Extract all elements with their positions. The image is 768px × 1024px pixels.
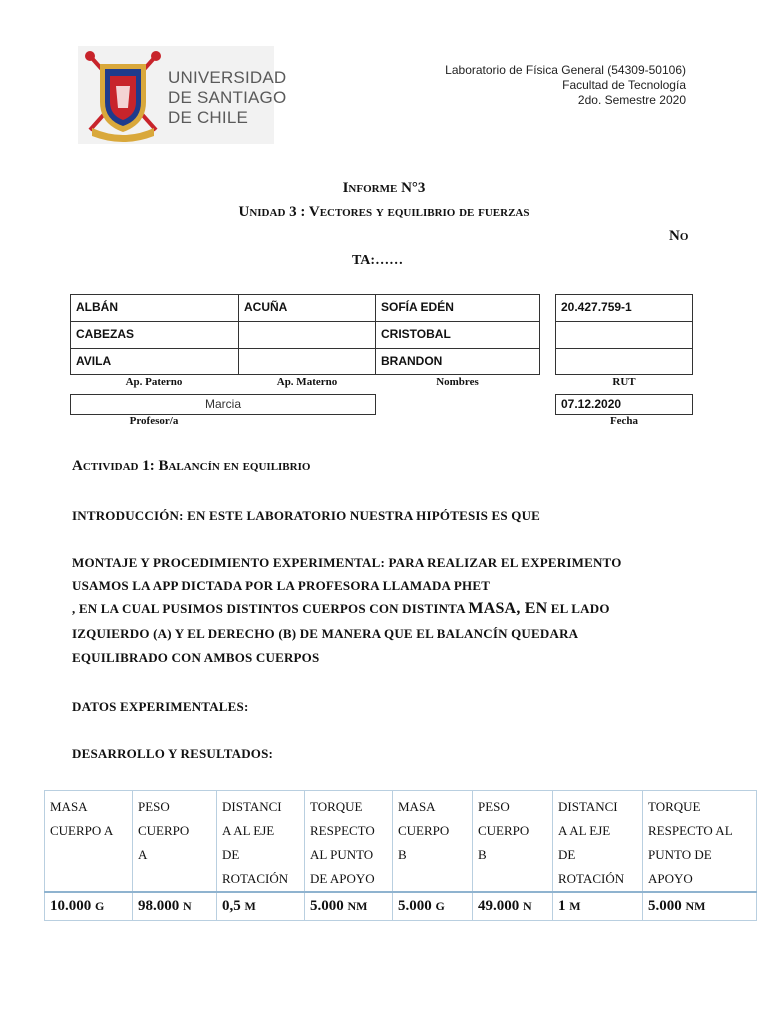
header-line: ROTACIÓN	[222, 871, 289, 886]
header-line: DE	[558, 847, 576, 862]
procedure-line-5: EQUILIBRADO CON AMBOS CUERPOS	[72, 650, 320, 665]
procedure-line-1: MONTAJE Y PROCEDIMIENTO EXPERIMENTAL: PARA REALIZAR EL EXPERIMENTO	[72, 555, 622, 570]
value-number: 5.000	[310, 898, 344, 914]
student-3-nombres: BRANDON	[375, 348, 540, 375]
procedure-line-4: IZQUIERDO (A) Y EL DERECHO (B) DE MANERA QUE EL BALANCÍN QUEDARA	[72, 626, 579, 641]
header-line: ROTACIÓN	[558, 871, 625, 886]
header-line: DE APOYO	[310, 871, 375, 886]
value-masa-a	[45, 892, 133, 920]
student-1-nombres: SOFÍA EDÉN	[375, 294, 540, 322]
university-name-line-2: DE SANTIAGO	[168, 88, 287, 107]
report-title: Informe N°3	[342, 180, 426, 196]
header-line: DE	[222, 847, 240, 862]
header-line: DISTANCI	[558, 799, 618, 814]
header-cell-distancia-b	[553, 791, 643, 893]
value-torque-b	[643, 892, 757, 920]
value-number: 98.000	[138, 898, 180, 914]
header-line: A AL EJE	[558, 823, 611, 838]
header-cell-torque-a	[305, 791, 393, 893]
header-line: PUNTO DE	[648, 847, 712, 862]
header-line: RESPECTO	[310, 823, 375, 838]
header-line: MASA	[50, 799, 88, 814]
value-distancia-b	[553, 892, 643, 920]
header-cell-peso-a	[133, 791, 217, 893]
header-line: B	[398, 847, 407, 862]
header-line: A AL EJE	[222, 823, 275, 838]
value-unit: M	[244, 899, 256, 913]
results-heading: DESARROLLO Y RESULTADOS:	[72, 746, 274, 761]
header-line: AL PUNTO	[310, 847, 374, 862]
header-line: TORQUE	[648, 799, 701, 814]
label-apellido-materno: Ap. Materno	[276, 376, 338, 388]
university-crest-icon	[82, 50, 164, 142]
procedure-line-3	[72, 600, 610, 618]
value-unit: NM	[347, 899, 368, 913]
student-3-materno	[238, 348, 376, 375]
header-cell-distancia-a	[217, 791, 305, 893]
header-cell-torque-b	[643, 791, 757, 893]
value-unit: M	[569, 899, 581, 913]
student-1-rut: 20.427.759-1	[555, 294, 693, 322]
lab-course: Laboratorio de Física General (54309-50106)	[445, 63, 686, 77]
value-unit: G	[435, 899, 445, 913]
header-cell-masa-a	[45, 791, 133, 893]
value-number: 5.000	[648, 898, 682, 914]
student-3-rut	[555, 348, 693, 375]
student-2-paterno: CABEZAS	[70, 321, 239, 349]
university-name-line-1: UNIVERSIDAD	[168, 68, 287, 87]
header-line: APOYO	[648, 871, 693, 886]
header-cell-peso-b	[473, 791, 553, 893]
lab-info	[445, 63, 686, 108]
header-line: RESPECTO AL	[648, 823, 733, 838]
value-peso-b	[473, 892, 553, 920]
student-1-materno: ACUÑA	[238, 294, 376, 322]
lab-faculty: Facultad de Tecnología	[562, 78, 686, 92]
value-number: 49.000	[478, 898, 520, 914]
experimental-data-heading: DATOS EXPERIMENTALES:	[72, 699, 249, 714]
student-2-nombres: CRISTOBAL	[375, 321, 540, 349]
header-line: MASA	[398, 799, 436, 814]
value-torque-a	[305, 892, 393, 920]
label-nombres: Nombres	[436, 376, 479, 388]
university-name	[168, 68, 286, 128]
header-line: CUERPO	[478, 823, 530, 838]
profesor-value: Marcia	[70, 394, 376, 415]
header-line: B	[478, 847, 487, 862]
value-peso-a	[133, 892, 217, 920]
value-number: 1	[558, 898, 566, 914]
value-unit: N	[523, 899, 532, 913]
value-number: 5.000	[398, 898, 432, 914]
header-line: DISTANCI	[222, 799, 282, 814]
student-1-paterno: ALBÁN	[70, 294, 239, 322]
grade-label-part-2: TA:……	[352, 253, 404, 268]
header-line: TORQUE	[310, 799, 363, 814]
header-line: CUERPO	[138, 823, 190, 838]
procedure-line-3-end: EL LADO	[547, 601, 610, 616]
procedure-emphasis: MASA, EN	[468, 600, 548, 617]
header-line: CUERPO	[398, 823, 450, 838]
label-rut: RUT	[612, 376, 636, 388]
fecha-value: 07.12.2020	[555, 394, 693, 415]
university-name-line-3: DE CHILE	[168, 108, 249, 127]
student-2-materno	[238, 321, 376, 349]
value-number: 10.000	[50, 898, 92, 914]
value-distancia-a	[217, 892, 305, 920]
label-apellido-paterno: Ap. Paterno	[125, 376, 183, 388]
header-line: CUERPO A	[50, 823, 114, 838]
procedure-line-2: USAMOS LA APP DICTADA POR LA PROFESORA LLAMADA PHET	[72, 578, 491, 593]
unit-title: Unidad 3 : Vectores y equilibrio de fuerzas	[238, 204, 530, 220]
header-cell-masa-b	[393, 791, 473, 893]
value-number: 0,5	[222, 898, 241, 914]
student-2-rut	[555, 321, 693, 349]
introduction-text: INTRODUCCIÓN: EN ESTE LABORATORIO NUESTRA HIPÓTESIS ES QUE	[72, 508, 541, 523]
table-header-row	[45, 791, 757, 893]
header-line: PESO	[478, 799, 510, 814]
activity-number: Actividad 1:	[72, 458, 159, 474]
activity-name: Balancín en equilibrio	[158, 458, 311, 474]
procedure-line-3-start: , EN LA CUAL PUSIMOS DISTINTOS CUERPOS CON DISTINTA	[72, 601, 469, 616]
results-table	[44, 790, 757, 921]
value-unit: NM	[685, 899, 706, 913]
student-3-paterno: AVILA	[70, 348, 239, 375]
header-line: PESO	[138, 799, 170, 814]
value-unit: N	[183, 899, 192, 913]
header-line: A	[138, 847, 148, 862]
label-profesor: Profesor/a	[129, 415, 179, 427]
activity-heading	[72, 458, 310, 475]
grade-label-part-1: No	[669, 228, 689, 244]
lab-semester: 2do. Semestre 2020	[577, 93, 686, 107]
label-fecha: Fecha	[609, 415, 639, 427]
table-row	[45, 892, 757, 920]
value-unit: G	[95, 899, 105, 913]
value-masa-b	[393, 892, 473, 920]
